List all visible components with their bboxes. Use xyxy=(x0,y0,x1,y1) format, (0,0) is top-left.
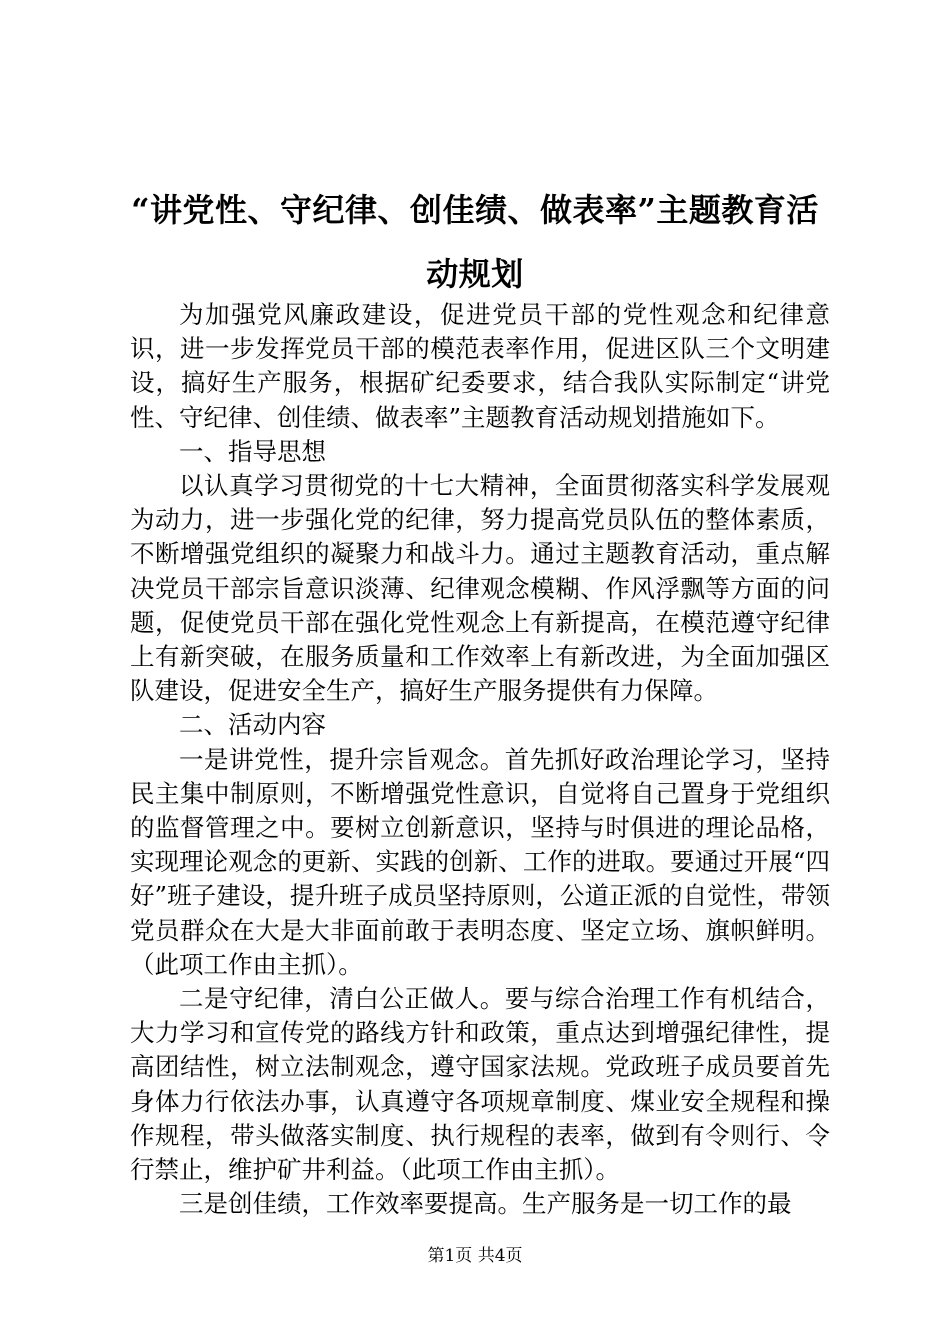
section-heading-guiding-ideology: 一、指导思想 xyxy=(179,436,326,466)
document-body xyxy=(130,298,830,1221)
document-title: “讲党性、守纪律、创佳绩、做表率”主题教育活动规划 xyxy=(131,191,819,293)
section-heading-activity-content: 二、活动内容 xyxy=(179,710,326,740)
activity-item-3-paragraph: 三是创佳绩，工作效率要提高。生产服务是一切工作的最 xyxy=(179,1189,792,1219)
intro-paragraph: 为加强党风廉政建设，促进党员干部的党性观念和纪律意识，进一步发挥党员干部的模范表率作用，促进区队三个文明建设，搞好生产服务，根据矿纪委要求，结合我队实际制定“讲党性、守纪律、创佳绩、做表率”主题教育活动规划措施如下。 xyxy=(130,300,830,432)
page-footer: 第1页 共4页 xyxy=(427,1246,523,1266)
activity-item-2-paragraph: 二是守纪律，清白公正做人。要与综合治理工作有机结合，大力学习和宣传党的路线方针和政策，重点达到增强纪律性，提高团结性，树立法制观念，遵守国家法规。党政班子成员要首先身体力行依法办事，认真遵守各项规章制度、煤业安全规程和操作规程，带头做落实制度、执行规程的表率，做到有令则行、令行禁止，维护矿井利益。（此项工作由主抓）。 xyxy=(130,984,830,1185)
activity-item-1-paragraph: 一是讲党性，提升宗旨观念。首先抓好政治理论学习，坚持民主集中制原则，不断增强党性意识，自觉将自己置身于党组织的监督管理之中。要树立创新意识，坚持与时俱进的理论品格，实现理论观念的更新、实践的创新、工作的进取。要通过开展“四好”班子建设，提升班子成员坚持原则，公道正派的自觉性，带领党员群众在大是大非面前敢于表明态度、坚定立场、旗帜鲜明。（此项工作由主抓）。 xyxy=(130,744,830,979)
guiding-ideology-paragraph: 以认真学习贯彻党的十七大精神，全面贯彻落实科学发展观为动力，进一步强化党的纪律，努力提高党员队伍的整体素质，不断增强党组织的凝聚力和战斗力。通过主题教育活动，重点解决党员干部宗旨意识淡薄、纪律观念模糊、作风浮飘等方面的问题，促使党员干部在强化党性观念上有新提高，在模范遵守纪律上有新突破，在服务质量和工作效率上有新改进，为全面加强区队建设，促进安全生产，搞好生产服务提供有力保障。 xyxy=(130,471,830,706)
